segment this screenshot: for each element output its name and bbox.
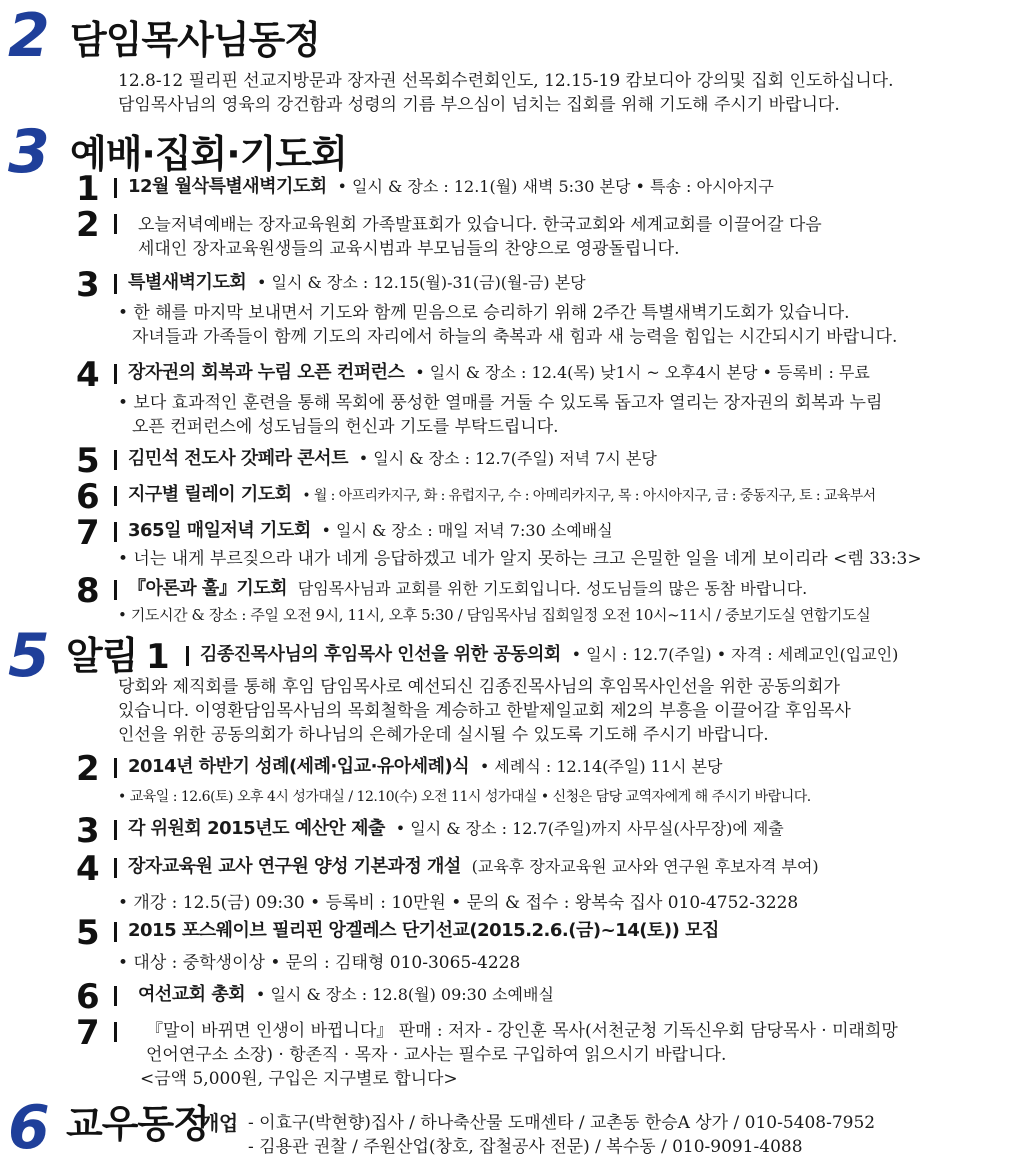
item-number: 6 bbox=[76, 977, 100, 1017]
item-meta: • 세례식 : 12.14(주일) 11시 본당 bbox=[479, 757, 723, 776]
item-bar bbox=[114, 486, 117, 506]
text-line: 12.8-12 필리핀 선교지방문과 장자권 선목회수련회인도, 12.15-19 캄보디아 강의및 집회 인도하십니다. bbox=[118, 71, 894, 91]
item-heading: 김민석 전도사 갓페라 콘서트 bbox=[128, 448, 348, 469]
opening-label: 개업 bbox=[200, 1111, 238, 1135]
item-number: 2 bbox=[76, 205, 100, 245]
item-row bbox=[200, 644, 898, 666]
item-bar bbox=[114, 858, 117, 878]
item-number: 8 bbox=[76, 571, 100, 611]
item-heading: 장자교육원 교사 연구원 양성 기본과정 개설 bbox=[128, 856, 461, 877]
item-bar bbox=[114, 214, 117, 234]
item-meta: 담임목사님과 교회를 위한 기도회입니다. 성도님들의 많은 동참 바랍니다. bbox=[297, 579, 808, 598]
section-title-worship: 예배·집회·기도회 bbox=[70, 132, 347, 176]
item-number: 5 bbox=[76, 913, 100, 953]
item-row bbox=[128, 484, 876, 507]
item-bar bbox=[186, 646, 189, 666]
item-bar bbox=[114, 922, 117, 942]
text-line: 자녀들과 가족들이 함께 기도의 자리에서 하늘의 축복과 새 힘과 새 능력을 힘입는 시간되시기 바랍니다. bbox=[132, 327, 898, 347]
text-line: • 보다 효과적인 훈련을 통해 목회에 풍성한 열매를 거둘 수 있도록 돕고자 열리는 장자권의 회복과 누림 bbox=[118, 393, 883, 413]
item-meta: • 월 : 아프리카지구, 화 : 유럽지구, 수 : 아메리카지구, 목 : 아시아지구, 금 : 중동지구, 토 : 교육부서 bbox=[302, 488, 876, 504]
item-number: 4 bbox=[76, 355, 100, 395]
item-number: 5 bbox=[76, 441, 100, 481]
item-number: 1 bbox=[146, 637, 170, 677]
section-number: 5 bbox=[8, 621, 50, 691]
item-heading: 각 위원회 2015년도 예산안 제출 bbox=[128, 818, 385, 839]
item-meta: • 일시 & 장소 : 12.1(월) 새벽 5:30 본당 • 특송 : 아시아지구 bbox=[337, 177, 774, 196]
text-line: • 기도시간 & 장소 : 주일 오전 9시, 11시, 오후 5:30 / 담임목사님 집회일정 오전 10시~11시 / 중보기도실 연합기도실 bbox=[118, 606, 871, 624]
item-bar bbox=[114, 758, 117, 778]
item-heading: 김종진목사님의 후임목사 인선을 위한 공동의회 bbox=[200, 644, 561, 665]
text-line: 담임목사님의 영육의 강건함과 성령의 기름 부으심이 넘치는 집회를 위해 기도해 주시기 바랍니다. bbox=[118, 95, 840, 115]
text-line: 오픈 컨퍼런스에 성도님들의 헌신과 기도를 부탁드립니다. bbox=[132, 417, 559, 437]
item-bar bbox=[114, 450, 117, 470]
text-line: 인선을 위한 공동의회가 하나님의 은혜가운데 실시될 수 있도록 기도해 주시기 바랍니다. bbox=[118, 725, 769, 745]
section-number: 6 bbox=[8, 1093, 50, 1163]
text-line: - 김용관 권찰 / 주원산업(창호, 잡철공사 전문) / 복수동 / 010-9091-4088 bbox=[248, 1137, 803, 1157]
item-meta: • 일시 : 12.7(주일) • 자격 : 세례교인(입교인) bbox=[571, 645, 899, 664]
section-title-pastor-news: 담임목사님동정 bbox=[70, 18, 320, 62]
item-row bbox=[128, 578, 807, 600]
item-bar bbox=[114, 274, 117, 294]
item-number: 3 bbox=[76, 811, 100, 851]
text-line: <금액 5,000원, 구입은 지구별로 합니다> bbox=[140, 1069, 458, 1089]
text-line: • 한 해를 마지막 보내면서 기도와 함께 믿음으로 승리하기 위해 2주간 특별새벽기도회가 있습니다. bbox=[118, 303, 850, 323]
text-line: • 너는 내게 부르짖으라 내가 네게 응답하겠고 네가 알지 못하는 크고 은밀한 일을 네게 보이리라 <렘 33:3> bbox=[118, 549, 922, 569]
item-heading: 여선교회 총회 bbox=[138, 984, 246, 1005]
text-line: • 개강 : 12.5(금) 09:30 • 등록비 : 10만원 • 문의 & 접수 : 왕복숙 집사 010-4752-3228 bbox=[118, 893, 799, 913]
item-number: 7 bbox=[76, 513, 100, 553]
item-row bbox=[128, 176, 774, 198]
item-number: 6 bbox=[76, 477, 100, 517]
item-heading: 특별새벽기도회 bbox=[128, 272, 247, 293]
text-line: • 대상 : 중학생이상 • 문의 : 김태형 010-3065-4228 bbox=[118, 953, 521, 973]
item-bar bbox=[114, 364, 117, 384]
text-line: 『말이 바뀌면 인생이 바뀝니다』 판매 : 저자 - 강인훈 목사(서천군청 기독신우회 담당목사 · 미래희망 bbox=[146, 1021, 898, 1041]
item-row bbox=[128, 448, 657, 470]
item-number: 4 bbox=[76, 849, 100, 889]
item-row bbox=[128, 520, 613, 542]
item-row bbox=[128, 856, 819, 878]
item-heading: 지구별 릴레이 기도회 bbox=[128, 484, 292, 505]
section-title-member-news: 교우동정 bbox=[66, 1102, 209, 1146]
item-number: 2 bbox=[76, 749, 100, 789]
section-number: 3 bbox=[8, 117, 50, 187]
item-bar bbox=[114, 178, 117, 198]
item-row bbox=[128, 272, 586, 294]
text-line: 언어연구소 소장) · 항존직 · 목자 · 교사는 필수로 구입하여 읽으시기 바랍니다. bbox=[146, 1045, 727, 1065]
item-heading: 2015 포스웨이브 필리핀 앙겔레스 단기선교(2015.2.6.(금)~14(토)) 모집 bbox=[128, 920, 719, 941]
item-number: 7 bbox=[76, 1013, 100, 1053]
item-heading: 『아론과 훌』기도회 bbox=[128, 578, 287, 599]
item-heading: 365일 매일저녁 기도회 bbox=[128, 520, 311, 541]
text-line: 당회와 제직회를 통해 후임 담임목사로 예선되신 김종진목사님의 후임목사인선을 위한 공동의회가 bbox=[118, 677, 840, 697]
item-bar bbox=[114, 986, 117, 1006]
section-number: 2 bbox=[8, 1, 50, 71]
item-meta: • 일시 & 장소 : 12.15(월)-31(금)(월-금) 본당 bbox=[257, 273, 586, 292]
item-meta: • 일시 & 장소 : 12.7(주일)까지 사무실(사무장)에 제출 bbox=[395, 819, 784, 838]
text-line: • 교육일 : 12.6(토) 오후 4시 성가대실 / 12.10(수) 오전 11시 성가대실 • 신청은 담당 교역자에게 해 주시기 바랍니다. bbox=[118, 789, 811, 805]
item-row bbox=[138, 984, 554, 1006]
item-bar bbox=[114, 820, 117, 840]
item-row bbox=[128, 362, 870, 384]
section-title-notices: 알림 bbox=[66, 634, 138, 678]
text-line: 있습니다. 이영환담임목사님의 목회철학을 계승하고 한밭제일교회 제2의 부흥을 이끌어갈 후임목사 bbox=[118, 701, 851, 721]
item-row bbox=[128, 920, 719, 942]
item-meta: • 일시 & 장소 : 12.7(주일) 저녁 7시 본당 bbox=[358, 449, 657, 468]
item-number: 3 bbox=[76, 265, 100, 305]
item-meta: • 일시 & 장소 : 매일 저녁 7:30 소예배실 bbox=[321, 521, 613, 540]
item-heading: 12월 월삭특별새벽기도회 bbox=[128, 176, 327, 197]
item-row bbox=[128, 756, 722, 778]
item-number: 1 bbox=[76, 169, 100, 209]
item-bar bbox=[114, 1022, 117, 1042]
item-meta: (교육후 장자교육원 교사와 연구원 후보자격 부여) bbox=[471, 857, 819, 876]
item-bar bbox=[114, 580, 117, 600]
item-bar bbox=[114, 522, 117, 542]
item-meta: • 일시 & 장소 : 12.8(월) 09:30 소예배실 bbox=[255, 985, 554, 1004]
text-line: 세대인 장자교육원생들의 교육시범과 부모님들의 찬양으로 영광돌립니다. bbox=[138, 239, 680, 259]
item-heading: 2014년 하반기 성례(세례·입교·유아세례)식 bbox=[128, 756, 470, 777]
text-line: - 이효구(박현향)집사 / 하나축산물 도매센타 / 교촌동 한승A 상가 / 010-5408-7952 bbox=[248, 1113, 876, 1133]
item-meta: • 일시 & 장소 : 12.4(목) 낮1시 ~ 오후4시 본당 • 등록비 : 무료 bbox=[415, 363, 870, 382]
item-heading: 장자권의 회복과 누림 오픈 컨퍼런스 bbox=[128, 362, 405, 383]
item-row bbox=[128, 818, 784, 840]
text-line: 오늘저녁예배는 장자교육원회 가족발표회가 있습니다. 한국교회와 세계교회를 이끌어갈 다음 bbox=[138, 215, 822, 235]
